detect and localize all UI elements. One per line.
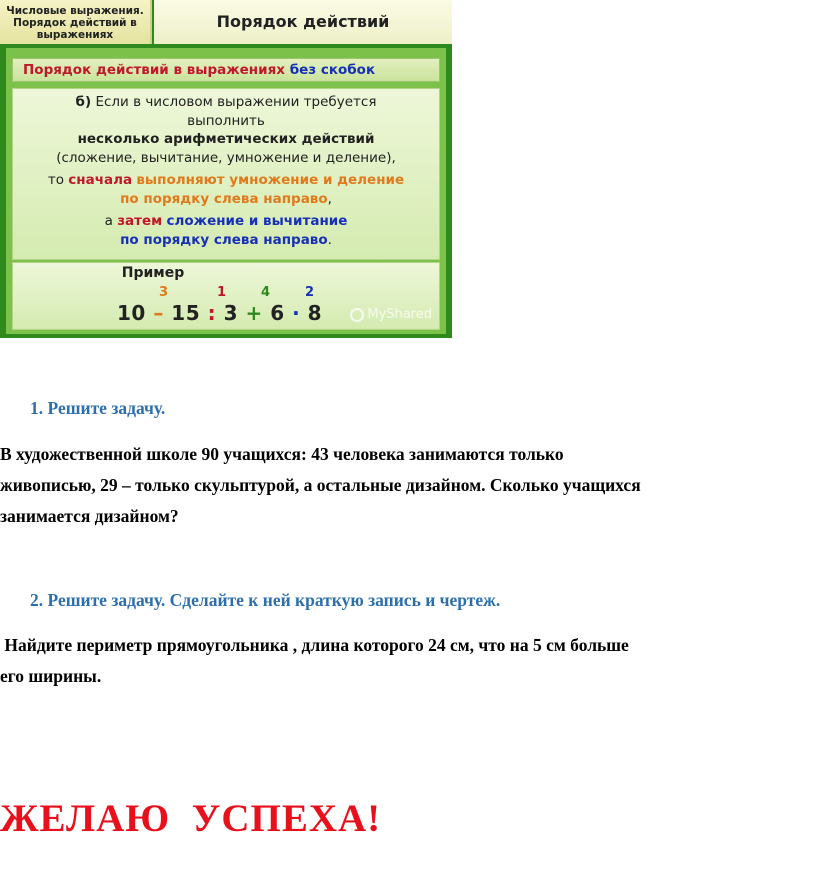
order-number-1: 3	[159, 285, 169, 300]
rule-text-1: Если в числовом выражении требуется	[95, 94, 377, 110]
rule-line-1	[13, 93, 439, 112]
task2-text	[0, 630, 812, 692]
rule-text-order-2: по порядку слева направо	[120, 231, 328, 248]
rule-text-to: то	[47, 172, 64, 188]
rule-text-then: затем	[117, 213, 163, 229]
rule-header-blue: без скобок	[289, 62, 376, 78]
slide-rule-body	[12, 88, 440, 260]
watermark-text: MyShared	[367, 307, 432, 322]
rule-line-5	[13, 171, 439, 190]
rule-line-8	[13, 231, 439, 250]
expr-divide: :	[207, 301, 217, 325]
slide-title-tab: Порядок действий	[154, 0, 452, 44]
slide-content-area	[6, 48, 446, 334]
task1-line-2: живописью, 29 – только скульптурой, а остальные дизайном. Сколько учащихся	[0, 475, 641, 495]
task1-line-3: занимается дизайном?	[0, 506, 179, 526]
example-title: Пример	[121, 265, 185, 281]
rule-text-comma: ,	[327, 190, 332, 207]
rule-text-first: сначала	[68, 172, 133, 188]
slide-topic-tab: Числовые выражения. Порядок действий в выражениях	[0, 0, 152, 44]
slide-rule-header	[12, 58, 440, 82]
rule-line-6	[13, 190, 439, 209]
closing-wish: ЖЕЛАЮ УСПЕХА!	[0, 797, 382, 840]
rule-text-and: а	[104, 213, 113, 229]
task2-line-1: Найдите периметр прямоугольника , длина которого 24 см, что на 5 см больше	[0, 635, 629, 655]
rule-text-add-sub: сложение и вычитание	[166, 213, 348, 229]
rule-line-4: (сложение, вычитание, умножение и деление),	[56, 149, 396, 166]
order-number-3: 4	[261, 285, 271, 300]
expr-number: 6	[270, 301, 285, 325]
order-number-4: 2	[305, 285, 315, 300]
lesson-slide-image	[0, 0, 452, 338]
rule-line-7	[13, 212, 439, 231]
myshared-logo-icon	[350, 308, 364, 322]
expr-number: 3	[223, 301, 238, 325]
rule-label: б)	[75, 94, 92, 110]
task1-text	[0, 439, 812, 532]
rule-text-mul-div: выполняют умножение и деление	[136, 172, 405, 188]
watermark	[350, 307, 432, 322]
rule-text-order-1: по порядку слева направо	[120, 190, 328, 207]
task1-line-1: В художественной школе 90 учащихся: 43 человека занимаются только	[0, 444, 564, 464]
expr-minus: –	[153, 301, 164, 325]
example-expression	[117, 301, 322, 325]
expr-multiply: ·	[292, 301, 301, 325]
task2-line-2: его ширины.	[0, 666, 102, 686]
expr-plus: +	[245, 301, 263, 325]
expr-number: 8	[307, 301, 323, 325]
expr-number: 10	[117, 301, 146, 325]
order-number-2: 1	[217, 285, 227, 300]
rule-text-period: .	[327, 231, 332, 248]
task2-heading: 2. Решите задачу. Сделайте к ней краткую запись и чертеж.	[30, 590, 501, 610]
rule-line-2: выполнить	[187, 112, 265, 129]
task1-heading: 1. Решите задачу.	[30, 398, 166, 418]
rule-line-3: несколько арифметических действий	[77, 131, 375, 147]
expr-number: 15	[171, 301, 201, 325]
rule-header-red: Порядок действий в выражениях	[23, 62, 285, 78]
